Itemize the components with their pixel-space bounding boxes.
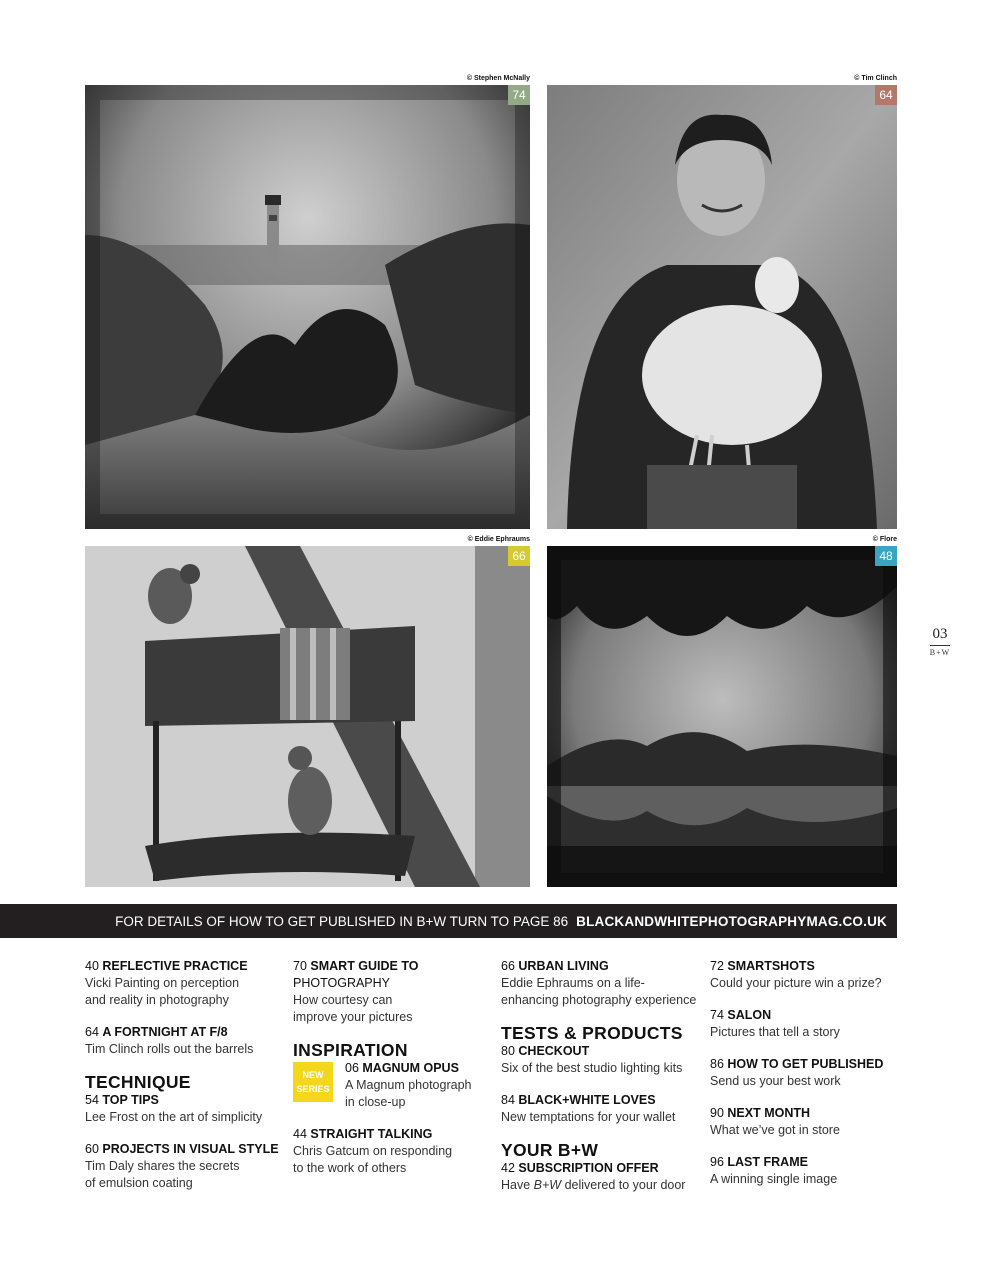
entry-description: Tim Clinch rolls out the barrels xyxy=(85,1042,254,1056)
entry-page: 66 xyxy=(501,959,515,973)
contents-entry[interactable] xyxy=(710,1056,900,1090)
page-tag: 48 xyxy=(875,546,897,566)
entry-title: LAST FRAME xyxy=(727,1155,808,1169)
contents-column-2 xyxy=(293,958,493,1192)
entry-page: 80 xyxy=(501,1044,515,1058)
photo-lighthouse-dunes xyxy=(85,85,530,529)
photo-credit: © Tim Clinch xyxy=(854,75,897,82)
contents-entry[interactable] xyxy=(85,1024,285,1058)
entry-description: Pictures that tell a story xyxy=(710,1025,840,1039)
banner-text: FOR DETAILS OF HOW TO GET PUBLISHED IN B+W TURN TO PAGE 86 xyxy=(115,913,569,929)
photo-credit: © Eddie Ephraums xyxy=(467,536,530,543)
entry-description: A Magnum photograph xyxy=(345,1078,472,1092)
entry-description: Six of the best studio lighting kits xyxy=(501,1061,683,1075)
entry-title: PROJECTS IN VISUAL STYLE xyxy=(102,1142,279,1156)
section-heading: YOUR B+W xyxy=(501,1140,599,1160)
entry-title: SMARTSHOTS xyxy=(727,959,815,973)
contents-entry[interactable] xyxy=(293,958,493,1026)
entry-title: HOW TO GET PUBLISHED xyxy=(727,1057,884,1071)
entry-description: and reality in photography xyxy=(85,993,229,1007)
section-heading: TESTS & PRODUCTS xyxy=(501,1023,683,1043)
entry-description: How courtesy can xyxy=(293,993,393,1007)
contents-entry[interactable] xyxy=(501,958,706,1009)
contents-column-4 xyxy=(710,958,900,1203)
entry-page: 44 xyxy=(293,1127,307,1141)
photo-credit: © Flore xyxy=(872,536,897,543)
entry-description: Vicki Painting on perception xyxy=(85,976,240,990)
entry-title: SUBSCRIPTION OFFER xyxy=(518,1161,659,1175)
page-tag: 66 xyxy=(508,546,530,566)
page-number: 03 xyxy=(932,626,948,642)
entry-description: improve your pictures xyxy=(293,1010,413,1024)
entry-description: enhancing photography experience xyxy=(501,993,697,1007)
entry-title: BLACK+WHITE LOVES xyxy=(518,1093,656,1107)
entry-description: Could your picture win a prize? xyxy=(710,976,882,990)
contents-entry[interactable] xyxy=(85,1092,285,1126)
section-heading: INSPIRATION xyxy=(293,1040,408,1060)
entry-description: A winning single image xyxy=(710,1172,838,1186)
entry-description: Lee Frost on the art of simplicity xyxy=(85,1110,263,1124)
contents-column-3 xyxy=(501,958,706,1209)
entry-description: Chris Gatcum on responding xyxy=(293,1144,453,1158)
contents-column-1 xyxy=(85,958,285,1207)
badge-line: SERIES xyxy=(296,1084,330,1094)
folio-rule xyxy=(930,645,950,646)
website-link[interactable]: BLACKANDWHITEPHOTOGRAPHYMAG.CO.UK xyxy=(576,913,887,929)
photo-trees-reflection xyxy=(547,546,897,887)
entry-page: 54 xyxy=(85,1093,99,1107)
entry-title: URBAN LIVING xyxy=(518,959,609,973)
entry-page: 40 xyxy=(85,959,99,973)
entry-title: A FORTNIGHT AT F/8 xyxy=(102,1025,228,1039)
entry-page: 90 xyxy=(710,1106,724,1120)
entry-title: CHECKOUT xyxy=(518,1044,590,1058)
entry-page: 64 xyxy=(85,1025,99,1039)
entry-description: Send us your best work xyxy=(710,1074,841,1088)
description-text: Have xyxy=(501,1178,534,1192)
entry-description: Eddie Ephraums on a life- xyxy=(501,976,645,990)
contents-entry[interactable] xyxy=(293,1060,493,1111)
contents-entry[interactable] xyxy=(501,1043,706,1077)
photo-credit: © Stephen McNally xyxy=(466,75,530,82)
contents-entry[interactable] xyxy=(501,1092,706,1126)
entry-title: TOP TIPS xyxy=(102,1093,159,1107)
badge-line: NEW xyxy=(302,1070,324,1080)
contents-entry[interactable] xyxy=(710,958,900,992)
magazine-name: B+W xyxy=(533,1178,562,1192)
folio-magazine-label: B+W xyxy=(929,648,951,657)
entry-description: Tim Daly shares the secrets xyxy=(85,1159,240,1173)
entry-page: 96 xyxy=(710,1155,724,1169)
entry-page: 84 xyxy=(501,1093,515,1107)
entry-description: to the work of others xyxy=(293,1161,407,1175)
contents-entry[interactable] xyxy=(710,1105,900,1139)
entry-title: SMART GUIDE TO xyxy=(310,959,419,973)
entry-page: 74 xyxy=(710,1008,724,1022)
entry-page: 60 xyxy=(85,1142,99,1156)
entry-title: SALON xyxy=(727,1008,772,1022)
description-text: delivered to your door xyxy=(561,1178,686,1192)
entry-title: REFLECTIVE PRACTICE xyxy=(102,959,248,973)
photo-woman-chicken xyxy=(547,85,897,529)
contents-entry[interactable] xyxy=(501,1160,706,1194)
contents-entry[interactable] xyxy=(293,1126,493,1177)
entry-description: of emulsion coating xyxy=(85,1176,193,1190)
page-folio xyxy=(925,626,955,657)
entry-title: MAGNUM OPUS xyxy=(362,1061,459,1075)
entry-title: STRAIGHT TALKING xyxy=(310,1127,433,1141)
entry-title: NEXT MONTH xyxy=(727,1106,811,1120)
entry-page: 70 xyxy=(293,959,307,973)
contents-entry[interactable] xyxy=(710,1007,900,1041)
page-tag: 74 xyxy=(508,85,530,105)
entry-description xyxy=(501,1177,706,1194)
page-tag: 64 xyxy=(875,85,897,105)
entry-page: 72 xyxy=(710,959,724,973)
entry-title: PHOTOGRAPHY xyxy=(293,976,391,990)
entry-description: in close-up xyxy=(345,1095,406,1109)
publish-banner xyxy=(0,904,897,938)
new-series-badge xyxy=(293,1062,333,1102)
section-heading: TECHNIQUE xyxy=(85,1072,191,1092)
entry-description: What we’ve got in store xyxy=(710,1123,840,1137)
photo-birds-chair xyxy=(85,546,530,887)
entry-page: 42 xyxy=(501,1161,515,1175)
contents-entry[interactable] xyxy=(85,1141,285,1192)
entry-description: New temptations for your wallet xyxy=(501,1110,676,1124)
entry-page: 06 xyxy=(345,1061,359,1075)
contents-entry[interactable] xyxy=(85,958,285,1009)
entry-page: 86 xyxy=(710,1057,724,1071)
contents-entry[interactable] xyxy=(710,1154,900,1188)
